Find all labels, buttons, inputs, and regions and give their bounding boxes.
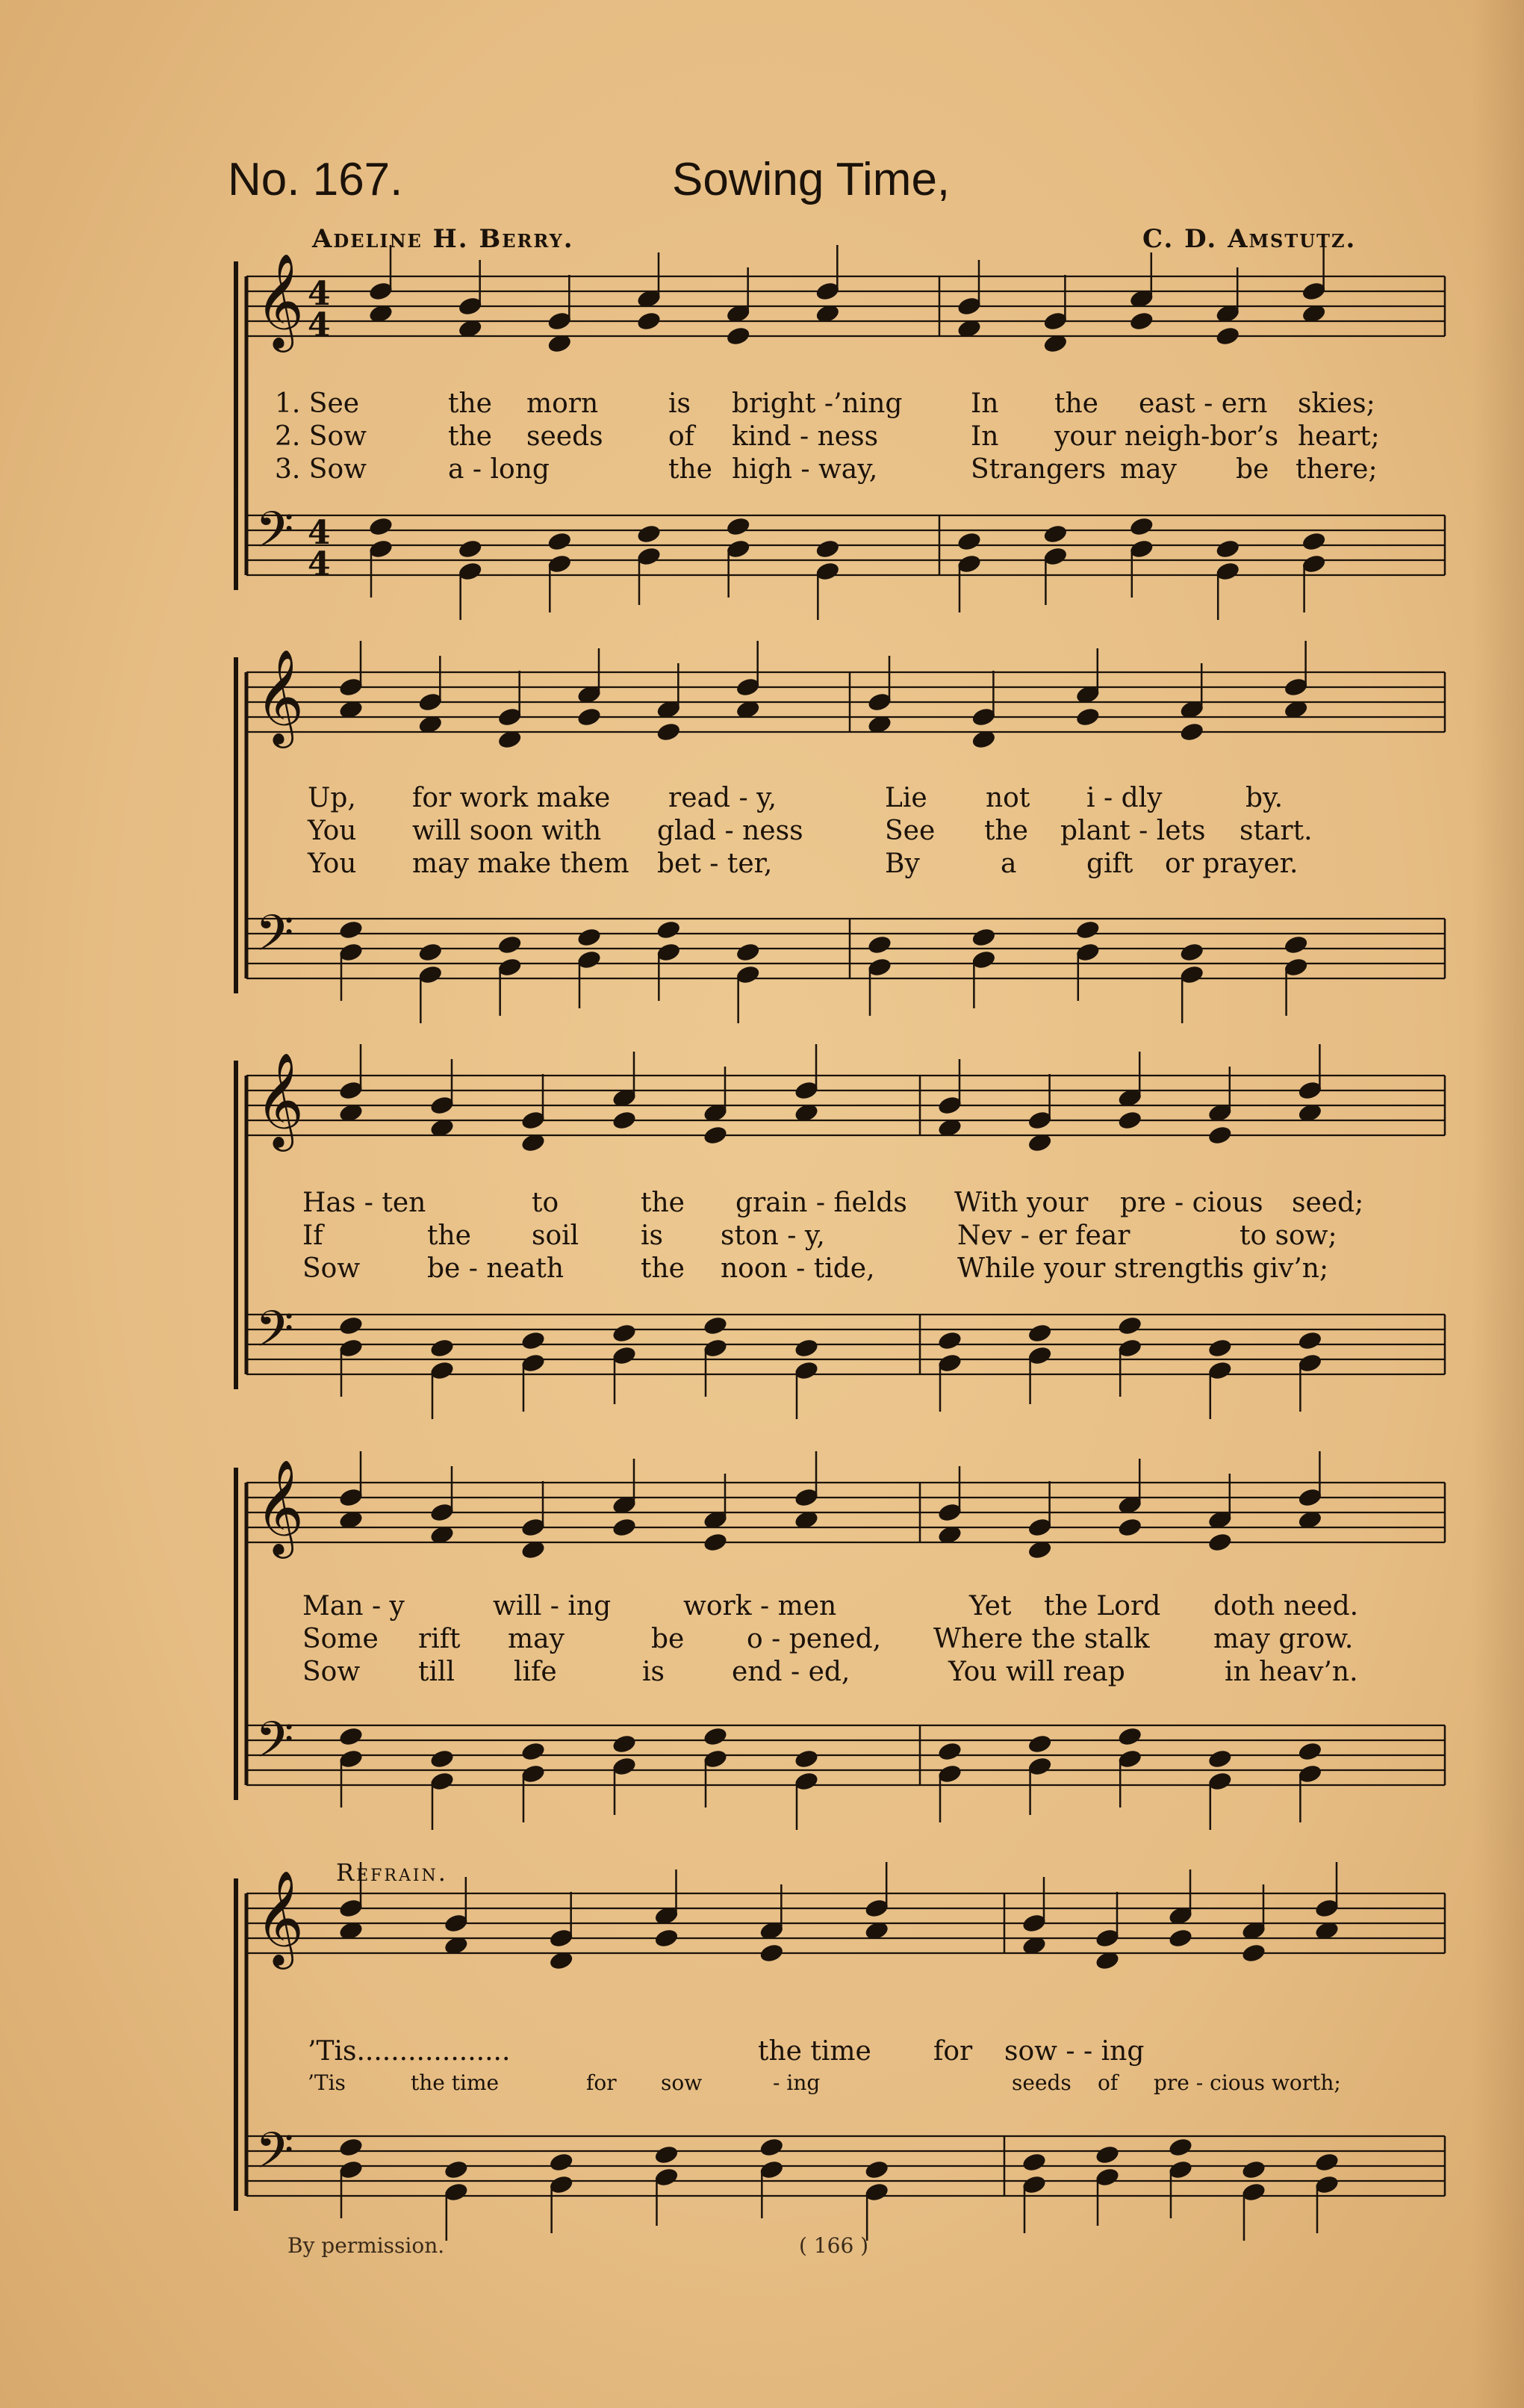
lyric-line: work - men [683, 1591, 837, 1622]
note-head [338, 1315, 364, 1336]
note-head [653, 2144, 679, 2165]
lyric-line: ston - y, [721, 1220, 825, 1251]
lyric-line: of [1098, 2070, 1119, 2095]
note-head [443, 2159, 469, 2180]
lyric-line: bright -’ning [732, 388, 903, 419]
note-head [1301, 530, 1327, 552]
lyric-line: Nev - er fear [957, 1220, 1130, 1251]
note-head [1297, 1740, 1323, 1762]
lyric-line: In [971, 388, 999, 419]
lyric-line: sow [661, 2070, 703, 2095]
note-head [1117, 1109, 1143, 1131]
note-head [1179, 941, 1205, 963]
lyric-line: Yet [969, 1591, 1012, 1622]
lyric-line: the [1054, 388, 1098, 419]
note-head [611, 1516, 637, 1538]
note-head [1167, 1927, 1193, 1949]
note-head [1117, 1315, 1143, 1336]
lyric-line: for [933, 2036, 973, 2067]
clef-symbol: 𝄢 [255, 2122, 294, 2191]
note-head [936, 1740, 962, 1762]
lyric-line: heart; [1298, 421, 1380, 452]
lyric-line: for work make [412, 783, 611, 813]
note-head [1117, 1516, 1143, 1538]
note-head [338, 919, 364, 940]
note-head [1207, 1531, 1233, 1553]
lyric-line: your neigh-bor’s [1054, 421, 1279, 452]
lyric-line: grain - fields [735, 1188, 907, 1218]
lyric-line: gift [1086, 848, 1133, 879]
lyric-line: the [448, 388, 492, 419]
note-head [1297, 1329, 1323, 1351]
lyric-line: the time [411, 2070, 500, 2095]
lyric-line: is [668, 388, 691, 419]
lyric-line: Lie [885, 783, 927, 813]
lyric-line: read - y, [668, 783, 777, 813]
note-head [547, 530, 573, 552]
lyric-line: to sow; [1240, 1220, 1337, 1251]
note-head [576, 706, 602, 727]
note-head [1207, 1124, 1233, 1146]
lyric-line: the [427, 1220, 471, 1251]
lyric-line: See [885, 816, 936, 846]
composer-credit: C. D. Amstutz. [1142, 224, 1357, 254]
permission-note: By permission. [287, 2233, 445, 2258]
note-head [656, 919, 682, 940]
note-head [1207, 1337, 1233, 1359]
lyric-line: Sow [302, 1657, 361, 1687]
note-head [1215, 325, 1241, 347]
note-head [611, 1109, 637, 1131]
clef-symbol: 𝄢 [255, 1300, 294, 1370]
note-head [1283, 934, 1309, 955]
lyric-line: a [1001, 848, 1017, 879]
lyric-line: glad - ness [657, 816, 803, 846]
note-head [936, 1329, 962, 1351]
lyric-line: doth need. [1213, 1591, 1359, 1622]
lyric-line: of [668, 421, 694, 452]
lyric-line: the time [758, 2036, 871, 2067]
clef-symbol: 𝄞 [255, 1459, 305, 1554]
lyric-line: a - long [448, 454, 550, 485]
note-head [1240, 1942, 1266, 1964]
lyric-line: the [668, 454, 712, 485]
lyric-line: Some [302, 1624, 379, 1654]
lyric-line: the [984, 816, 1028, 846]
note-head [653, 1927, 679, 1949]
note-head [656, 721, 682, 742]
note-head [1128, 515, 1154, 537]
note-head [1117, 1725, 1143, 1747]
note-head [702, 1725, 728, 1747]
lyric-line: 2. Sow [275, 421, 367, 452]
note-head [1074, 919, 1101, 940]
lyric-line: the [641, 1188, 685, 1218]
note-head [367, 515, 394, 537]
note-head [338, 2136, 364, 2158]
lyric-line: pre - cious [1120, 1188, 1263, 1218]
lyric-line: i - dly [1086, 783, 1163, 813]
lyric-line: be [651, 1624, 685, 1654]
time-signature: 4 [308, 275, 331, 313]
lyric-line: ’Tis [308, 2070, 346, 2095]
lyric-line: ’Tis.................. [308, 2036, 511, 2067]
note-head [725, 515, 751, 537]
lyric-line: Has - ten [302, 1188, 426, 1218]
lyric-line: With your [954, 1188, 1089, 1218]
note-head [735, 941, 761, 963]
note-head [759, 1942, 785, 1964]
page-number: ( 166 ) [799, 2233, 869, 2258]
lyric-line: pre - cious worth; [1154, 2070, 1341, 2095]
note-head [611, 1733, 637, 1754]
note-head [866, 934, 892, 955]
lyric-line: for [586, 2070, 617, 2095]
lyric-line: not [986, 783, 1030, 813]
lyric-line: the [641, 1253, 685, 1284]
clef-symbol: 𝄢 [255, 1711, 294, 1781]
note-head [1313, 2151, 1340, 2173]
lyric-line: seed; [1292, 1188, 1364, 1218]
lyric-line: will - ing [493, 1591, 612, 1622]
clef-symbol: 𝄞 [255, 648, 305, 744]
lyric-line: may make them [412, 848, 629, 879]
lyric-line: high - way, [732, 454, 878, 485]
lyric-line: the [448, 421, 492, 452]
lyric-line: - ing [773, 2070, 821, 2095]
clef-symbol: 𝄞 [255, 1869, 305, 1965]
note-head [611, 1322, 637, 1344]
note-head [1074, 706, 1101, 727]
note-head [635, 310, 662, 332]
time-signature: 4 [308, 514, 331, 552]
lyric-line: start. [1240, 816, 1313, 846]
note-head [1215, 538, 1241, 559]
lyric-line: be [1236, 454, 1269, 485]
lyric-line: is giv’n; [1222, 1253, 1329, 1284]
lyric-line: Strangers [971, 454, 1107, 485]
lyric-line: plant - lets [1060, 816, 1206, 846]
lyric-line: Where the stalk [933, 1624, 1150, 1654]
clef-symbol: 𝄢 [255, 904, 294, 974]
lyric-line: will soon with [412, 816, 602, 846]
lyric-line: Up, [308, 783, 356, 813]
lyric-line: kind - ness [732, 421, 879, 452]
lyric-line: by. [1245, 783, 1284, 813]
lyric-line: end - ed, [732, 1657, 850, 1687]
note-head [635, 523, 662, 544]
note-head [1094, 2144, 1120, 2165]
note-head [702, 1124, 728, 1146]
note-head [1207, 1748, 1233, 1769]
note-head [1167, 2136, 1193, 2158]
lyric-line: seeds [526, 421, 603, 452]
lyric-line: In [971, 421, 999, 452]
lyric-line: While your strength [957, 1253, 1231, 1284]
lyric-line: rift [418, 1624, 461, 1654]
lyric-line: Man - y [302, 1591, 405, 1622]
note-head [497, 934, 523, 955]
lyric-line: east - ern [1139, 388, 1268, 419]
note-head [576, 926, 602, 948]
note-head [457, 538, 483, 559]
note-head [417, 941, 444, 963]
clef-symbol: 𝄞 [255, 1052, 305, 1147]
note-head [520, 1740, 546, 1762]
lyricist-credit: Adeline H. Berry. [312, 224, 574, 254]
lyric-line: may [508, 1624, 564, 1654]
lyric-line: morn [526, 388, 599, 419]
lyric-line: be - neath [427, 1253, 564, 1284]
lyric-line: You will reap [948, 1657, 1125, 1687]
note-head [429, 1337, 455, 1359]
note-head [702, 1315, 728, 1336]
note-head [702, 1531, 728, 1553]
lyric-line: Sow [302, 1253, 361, 1284]
lyric-line: sow - - ing [1004, 2036, 1145, 2067]
note-head [1027, 1322, 1053, 1344]
lyric-line: 1. See [275, 388, 360, 419]
note-head [338, 1725, 364, 1747]
note-head [1027, 1733, 1053, 1754]
note-head [429, 1748, 455, 1769]
lyric-line: seeds [1012, 2070, 1072, 2095]
note-head [1128, 310, 1154, 332]
note-head [793, 1748, 819, 1769]
note-head [793, 1337, 819, 1359]
hymn-number: No. 167. [228, 154, 403, 205]
lyric-line: You [308, 816, 357, 846]
note-head [725, 325, 751, 347]
lyric-line: If [302, 1220, 323, 1251]
lyric-line: You [308, 848, 357, 879]
lyric-line: till [418, 1657, 455, 1687]
refrain-label: Refrain. [336, 1858, 448, 1887]
note-head [971, 926, 997, 948]
lyric-line: is [642, 1657, 665, 1687]
note-head [1021, 2151, 1047, 2173]
lyric-line: By [885, 848, 920, 879]
lyric-line: life [514, 1657, 557, 1687]
lyric-line: o - pened, [747, 1624, 882, 1654]
time-signature: 4 [308, 545, 331, 583]
lyric-line: there; [1296, 454, 1378, 485]
clef-symbol: 𝄢 [255, 501, 294, 571]
note-head [520, 1329, 546, 1351]
lyric-line: skies; [1298, 388, 1375, 419]
lyric-line: may grow. [1213, 1624, 1354, 1654]
note-head [548, 2151, 574, 2173]
lyric-line: bet - ter, [657, 848, 773, 879]
note-head [1240, 2159, 1266, 2180]
time-signature: 4 [308, 306, 331, 344]
hymn-title: Sowing Time, [672, 154, 951, 205]
note-head [1179, 721, 1205, 742]
note-head [759, 2136, 785, 2158]
lyric-line: to [532, 1188, 559, 1218]
lyric-line: 3. Sow [275, 454, 367, 485]
note-head [815, 538, 841, 559]
note-head [864, 2159, 890, 2180]
lyric-line: soil [532, 1220, 579, 1251]
note-head [1042, 523, 1069, 544]
lyric-line: the Lord [1044, 1591, 1161, 1622]
clef-symbol: 𝄞 [255, 252, 305, 348]
lyric-line: or prayer. [1165, 848, 1298, 879]
lyric-line: in heav’n. [1225, 1657, 1358, 1687]
lyric-line: may [1120, 454, 1177, 485]
lyric-line: is [641, 1220, 663, 1251]
note-head [956, 530, 982, 552]
lyric-line: noon - tide, [721, 1253, 875, 1284]
